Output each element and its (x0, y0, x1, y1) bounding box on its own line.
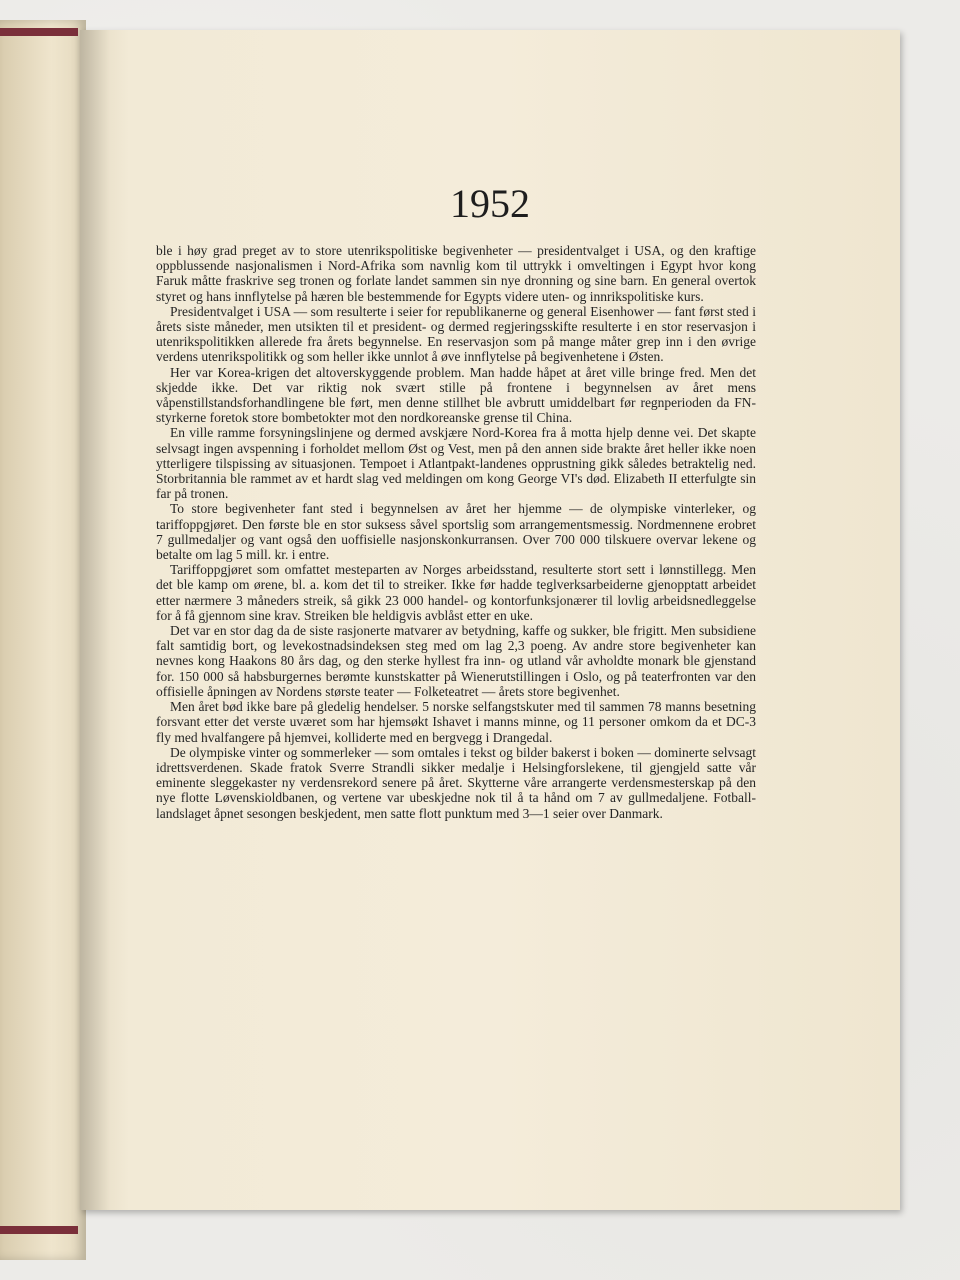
paragraph: Presidentvalget i USA — som resulterte i seier for republikanerne og general Eisenhower — fant først sted i årets siste måneder, men utsikten til et president- og dermed regjeringsskifte resulterte i en stor reservasjon i utenrikspolitikken allerede fra årets begynnelse. En reservasjon som på mange måter grep inn i den øvrige verdens utenrikspolitikk og som heller ikke unnlot å øve innflytelse på begivenhetene i Østen. (156, 303, 756, 365)
previous-page-edge (0, 20, 86, 1260)
book-cover-edge-bottom (0, 1226, 78, 1234)
paragraph: Tariffoppgjøret som omfattet mesteparten av Norges arbeidsstand, resulterte stort sett i lønnstillegg. Men det ble kamp om ørene, bl. a. kom det til to streiker. Ikke før hadde teglverksarbeiderne gjenopptatt arbeidet etter nærmere 3 måneders streik, så gikk 23 000 handel- og kontorfunksjonærer til lovlig arbeidsnedleggelse for å få gjennom sine krav. Streiken ble heldigvis avblåst etter en uke. (156, 562, 756, 623)
paragraph: De olympiske vinter og sommerleker — som omtales i tekst og bilder bakerst i boken — dominerte selvsagt idrettsverdenen. Skade fratok Sverre Strandli sikker medalje i Helsingforslekene, til gjengjeld satte vår eminente sleggekaster ny verdensrekord senere på året. Skytterne våre arrangerte verdensmesterskap på den nye flotte Løvenskioldbanen, og vertene var ubeskjedne nok til å ta hånd om 7 av gullmedaljene. Fotball-landslaget åpnet sesongen beskjedent, men satte flott punktum med 3—1 seier over Danmark. (156, 744, 756, 821)
paragraph: Her var Korea-krigen det altoverskyggende problem. Man hadde håpet at året ville bringe fred. Men det skjedde ikke. Det var riktig nok svært stille på frontene i begynnelsen av året mens våpenstillstandsforhandlingene ble ført, men denne stillhet ble avbrutt umiddelbart før regnperioden da FN-styrkerne foretok store bombetokter mot den nordkoreanske grense til China. (156, 364, 756, 426)
book-cover-edge-top (0, 28, 78, 36)
paragraph: Det var en stor dag da de siste rasjonerte matvarer av betydning, kaffe og sukker, ble frigitt. Men subsidiene falt samtidig bort, og levekostnadsindeksen steg med om lag 2,3 poeng. Av andre store begivenheter kan nevnes kong Haakons 80 års dag, og den sterke hyllest fra inn- og utland vår avholdte monark ble gjenstand for. 150 000 så habsburgernes berømte kunstskatter på Wienerutstillingen i Oslo, og på teaterfronten var den offisielle åpningen av Nordens største teater — Folketeatret — årets store begivenhet. (156, 623, 756, 699)
page-title-year: 1952 (450, 181, 530, 226)
paragraph: Men året bød ikke bare på gledelig hendelser. 5 norske selfangstskuter med til sammen 78 manns besetning forsvant etter det verste uværet som har hjemsøkt Ishavet i manns minne, og 11 personer omkom da et DC-3 fly med hvalfangere på hjemvei, kolliderte med en bergvegg i Drangedal. (156, 699, 756, 745)
paragraph: To store begivenheter fant sted i begynnelsen av året her hjemme — de olympiske vinterleker, og tariffoppgjøret. Den første ble en stor suksess såvel sportslig som arrangementsmessig. Nordmennene erobret 7 gullmedaljer og vant også den uoffisielle nasjonskonkurransen. Over 700 000 tilskuere overvar lekene og betalte om lag 5 mill. kr. i entre. (156, 501, 756, 563)
body-text (156, 243, 756, 821)
paragraph: En ville ramme forsyningslinjene og dermed avskjære Nord-Korea fra å motta hjelp denne vei. Det skapte selvsagt ingen avspenning i forholdet mellom Øst og Vest, men på den annen side brakte året heller ikke noen ytterligere tilspissing av situasjonen. Tempoet i Atlantpakt-landenes opprustning gikk således betraktelig ned. Storbritannia ble rammet av et hardt slag ved meldingen om kong George VI's død. Elizabeth II etterfulgte sin far på tronen. (156, 425, 756, 502)
paragraph: ble i høy grad preget av to store utenrikspolitiske begivenheter — presidentvalget i USA, og den kraftige oppblussende nasjonalismen i Nord-Afrika som navnlig kom til uttrykk i omveltingen i Egypt hvor kong Faruk måtte fraskrive seg tronen og forlate landet sammen sin nye dronning og sine barn. En general overtok styret og hans innflytelse på hæren ble bestemmende for Egypts videre uten- og innrikspolitiske kurs. (156, 243, 756, 304)
